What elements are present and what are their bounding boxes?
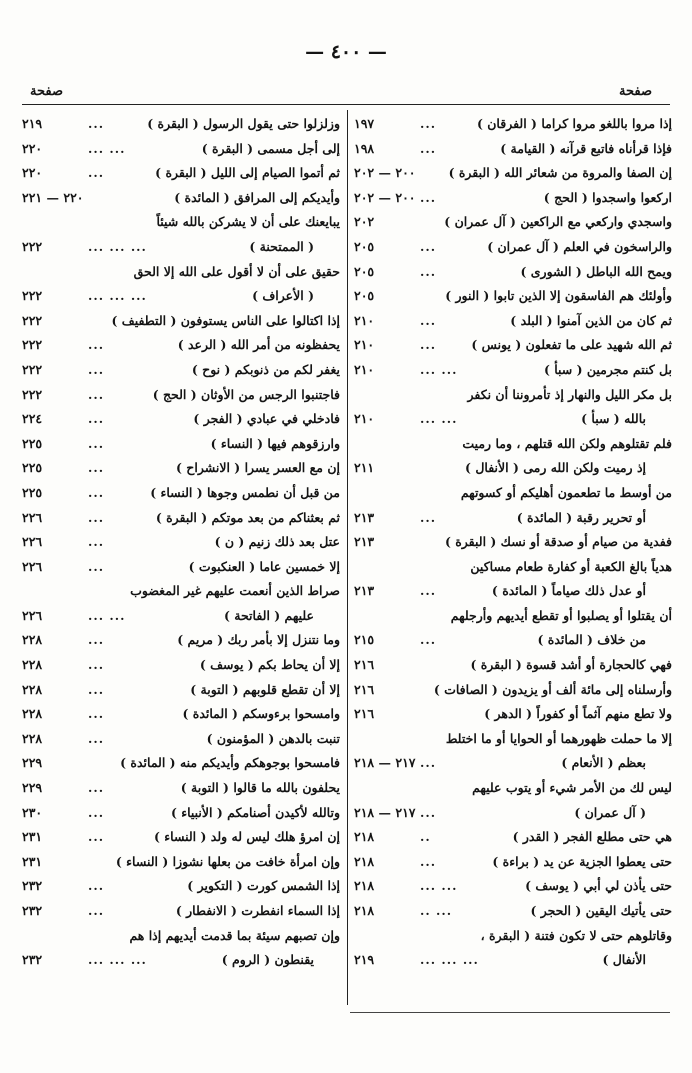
- entry-page-number: ٢٢٠ — ٢٢١: [22, 189, 84, 205]
- entry-text: إلا أن يحاط بكم ( يوسف ): [199, 657, 340, 673]
- index-entry: [22, 776, 340, 801]
- entry-text: إلا خمسين عاما ( العنكبوت ): [188, 558, 340, 574]
- entry-text: من أوسط ما تطعمون أهليكم أو كسوتهم: [460, 484, 672, 500]
- entry-text: إذا الشمس كورت ( التكوير ): [187, 878, 340, 894]
- index-entry: [354, 112, 672, 137]
- entry-text: يحفظونه من أمر الله ( الرعد ): [177, 337, 340, 353]
- entry-dots: ...: [88, 829, 105, 845]
- entry-page-number: ٢١٦: [354, 657, 375, 673]
- entry-dots: [416, 776, 424, 801]
- index-entry: [354, 653, 672, 678]
- entry-page-number: ٢٢٢: [22, 312, 43, 328]
- entry-dots: ...: [88, 730, 105, 746]
- entry-page-number: ٢٢٨: [22, 657, 43, 673]
- index-entry: [354, 432, 672, 457]
- entry-page-number: [354, 604, 416, 629]
- entry-dots: [416, 481, 424, 506]
- entry-text: ثم كان من الذين آمنوا ( البلد ): [510, 312, 672, 328]
- entry-dots: [416, 383, 424, 408]
- index-entry: [354, 702, 672, 727]
- entry-text: فامسحوا بوجوهكم وأيديكم منه ( المائدة ): [120, 755, 340, 771]
- index-entry: [354, 309, 672, 334]
- entry-text: ثم الله شهيد على ما تفعلون ( يونس ): [471, 337, 672, 353]
- entry-dots: [84, 186, 92, 211]
- entry-text: ( الأعراف ): [252, 288, 314, 304]
- entry-page-number: ٢٠٥: [354, 288, 375, 304]
- index-column-right: [354, 112, 672, 973]
- index-entry: [354, 751, 672, 776]
- entry-text: ليس لك من الأمر شيء أو يتوب عليهم: [472, 780, 672, 796]
- entry-dots: ...: [88, 386, 105, 402]
- entry-page-number: ٢١٦: [354, 706, 375, 722]
- entry-text: إذا السماء انفطرت ( الانفطار ): [175, 903, 340, 918]
- entry-text: يغفر لكم من ذنوبكم ( نوح ): [191, 361, 340, 377]
- index-entry: [22, 137, 340, 162]
- entry-page-number: ٢٢٨: [22, 706, 43, 722]
- entry-dots: ...: [420, 632, 437, 648]
- entry-dots: ...: [88, 534, 105, 550]
- entry-dots: ... ...: [420, 411, 458, 427]
- entry-page-number: ٢١٨: [354, 878, 375, 894]
- entry-page-number: ٢٢٥: [22, 435, 43, 451]
- entry-page-number: ٢٣٢: [22, 952, 43, 968]
- entry-page-number: ٢٢٢: [22, 337, 43, 353]
- entry-dots: [84, 850, 92, 875]
- entry-page-number: ٢٠٥: [354, 238, 375, 254]
- entry-text: إلا ما حملت ظهورهما أو الحوايا أو ما اختلط: [445, 730, 672, 746]
- entry-dots: ...: [420, 804, 437, 820]
- index-entry: [22, 161, 340, 186]
- index-entry: [354, 776, 672, 801]
- entry-dots: [416, 210, 424, 235]
- entry-dots: [416, 530, 424, 555]
- entry-dots: ... ...: [420, 361, 458, 377]
- index-entry: [354, 358, 672, 383]
- index-entry: [22, 948, 340, 973]
- entry-dots: [84, 751, 92, 776]
- entry-text: عليهم ( الفاتحة ): [224, 607, 314, 623]
- entry-text: فادخلي في عبادي ( الفجر ): [193, 411, 340, 427]
- index-entry: [354, 333, 672, 358]
- index-entry: [354, 678, 672, 703]
- entry-dots: ... ...: [88, 140, 126, 156]
- entry-page-number: ٢١٧ — ٢١٨: [354, 804, 416, 820]
- index-entry: [354, 186, 672, 211]
- entry-page-number: [354, 383, 416, 408]
- entry-page-number: [354, 481, 416, 506]
- index-entry: [354, 506, 672, 531]
- entry-dots: ... ...: [420, 878, 458, 894]
- entry-dots: ...: [420, 755, 437, 771]
- entry-text: إذا اكتالوا على الناس يستوفون ( التطفيف ): [111, 312, 340, 328]
- entry-text: واسجدي واركعي مع الراكعين ( آل عمران ): [444, 214, 672, 230]
- entry-page-number: [354, 727, 416, 752]
- entry-text: يحلفون بالله ما قالوا ( التوبة ): [180, 780, 340, 796]
- entry-text: وإن امرأة خافت من بعلها نشوزا ( النساء ): [115, 853, 340, 869]
- entry-page-number: ٢٢٦: [22, 558, 43, 574]
- entry-dots: ...: [88, 558, 105, 574]
- entry-dots: ...: [88, 116, 105, 131]
- index-entry: [22, 358, 340, 383]
- index-entry: [22, 825, 340, 850]
- entry-page-number: ٢٣١: [22, 853, 43, 869]
- entry-text: فإذا قرأناه فاتبع قرآنه ( القيامة ): [500, 140, 672, 156]
- entry-page-number: ٢١٥: [354, 632, 375, 648]
- entry-text: يبايعنك على أن لا يشركن بالله شيئاً: [156, 214, 340, 230]
- entry-page-number: ٢٢٠: [22, 165, 43, 181]
- index-entry: [354, 530, 672, 555]
- entry-text: يقنطون ( الروم ): [221, 952, 314, 968]
- index-entry: [22, 530, 340, 555]
- entry-dots: ...: [88, 681, 105, 697]
- entry-page-number: ٢٣٢: [22, 903, 43, 918]
- index-entry: [354, 579, 672, 604]
- entry-text: ( آل عمران ): [574, 804, 646, 820]
- entry-text: والراسخون في العلم ( آل عمران ): [487, 238, 672, 254]
- page-column-header-right: صفحة: [619, 84, 652, 99]
- entry-text: بالله ( سبأ ): [581, 411, 646, 427]
- entry-dots: [416, 727, 424, 752]
- entry-text: إلى أجل مسمى ( البقرة ): [201, 140, 340, 156]
- index-entry: [22, 383, 340, 408]
- entry-text: وقاتلوهم حتى لا تكون فتنة ( البقرة ،: [480, 927, 672, 943]
- header-rule: [22, 104, 670, 105]
- entry-dots: ...: [88, 878, 105, 894]
- index-entry: [22, 407, 340, 432]
- index-entry: [22, 579, 340, 604]
- entry-text: هي حتى مطلع الفجر ( القدر ): [512, 829, 672, 845]
- entry-page-number: ٢١١: [354, 460, 375, 476]
- entry-dots: ...: [88, 780, 105, 796]
- index-entry: [354, 260, 672, 285]
- entry-page-number: ٢١٠: [354, 411, 375, 427]
- entry-text: أو عدل ذلك صياماً ( المائدة ): [491, 583, 646, 599]
- entry-page-number: ٢٢٢: [22, 288, 43, 304]
- entry-text: الأنفال ): [602, 952, 646, 968]
- index-entry: [22, 874, 340, 899]
- entry-dots: ...: [88, 657, 105, 673]
- index-entry: [354, 481, 672, 506]
- entry-page-number: ٢١٨: [354, 853, 375, 869]
- entry-page-number: ٢٠٠ — ٢٠٢: [354, 165, 416, 181]
- column-divider: [347, 110, 348, 1005]
- index-entry: [22, 186, 340, 211]
- entry-page-number: ٢١٣: [354, 534, 375, 550]
- entry-page-number: ٢١٨: [354, 903, 375, 918]
- entry-page-number: ٢٣١: [22, 829, 43, 845]
- index-entry: [22, 727, 340, 752]
- entry-text: ولا تطع منهم آثماً أو كفوراً ( الدهر ): [484, 706, 672, 722]
- index-entry: [354, 948, 672, 973]
- entry-dots: ...: [420, 312, 437, 328]
- footer-rule: [350, 1012, 670, 1013]
- entry-page-number: ٢٢٦: [22, 607, 43, 623]
- entry-text: ( الممتحنة ): [249, 238, 314, 254]
- entry-dots: ...: [420, 509, 437, 525]
- entry-page-number: ٢١٠: [354, 361, 375, 377]
- index-entry: [22, 333, 340, 358]
- entry-text: حقيق على أن لا أقول على الله إلا الحق: [133, 263, 340, 279]
- entry-dots: ..: [420, 829, 431, 845]
- entry-dots: [416, 702, 424, 727]
- entry-text: إذ رميت ولكن الله رمى ( الأنفال ): [465, 460, 646, 476]
- index-column-left: [22, 112, 340, 973]
- index-entry: [354, 604, 672, 629]
- entry-dots: ... ... ...: [88, 952, 147, 968]
- index-entry: [22, 899, 340, 924]
- index-entry: [354, 801, 672, 826]
- entry-page-number: ٢٢٦: [22, 534, 43, 550]
- index-entry: [22, 235, 340, 260]
- index-entry: [22, 284, 340, 309]
- index-entry: [22, 260, 340, 285]
- entry-dots: [416, 161, 424, 186]
- entry-dots: [416, 432, 424, 457]
- entry-page-number: ٢٣٠: [22, 804, 43, 820]
- entry-dots: ...: [420, 337, 437, 353]
- entry-text: إن مع العسر يسرا ( الانشراح ): [176, 460, 340, 476]
- entry-text: فاجتنبوا الرجس من الأوثان ( الحج ): [152, 386, 340, 402]
- entry-page-number: ٢٢٨: [22, 632, 43, 648]
- index-entry: [22, 653, 340, 678]
- entry-text: ففدية من صيام أو صدقة أو نسك ( البقرة ): [444, 534, 672, 550]
- entry-page-number: ٢٢٢: [22, 238, 43, 254]
- entry-dots: ...: [420, 583, 437, 599]
- entry-page-number: ١٩٧: [354, 116, 375, 131]
- entry-page-number: [354, 555, 416, 580]
- index-entry: [22, 801, 340, 826]
- entry-page-number: ٢٢٨: [22, 681, 43, 697]
- entry-page-number: ٢٠٢: [354, 214, 375, 230]
- entry-text: حتى يأتيك اليقين ( الحجر ): [530, 903, 672, 918]
- entry-text: اركعوا واسجدوا ( الحج ): [543, 189, 672, 205]
- entry-page-number: ٢٢٢: [22, 361, 43, 377]
- entry-page-number: ١٩٨: [354, 140, 375, 156]
- entry-dots: [416, 555, 424, 580]
- entry-dots: [416, 456, 424, 481]
- index-entry: [354, 825, 672, 850]
- entry-page-number: ٢٣٢: [22, 878, 43, 894]
- index-entry: [354, 235, 672, 260]
- index-entry: [22, 481, 340, 506]
- entry-text: بعظم ( الأنعام ): [561, 755, 646, 771]
- entry-text: إلا أن تقطع قلوبهم ( التوبة ): [190, 681, 340, 697]
- entry-text: حتى يعطوا الجزية عن يد ( براءة ): [492, 853, 672, 869]
- entry-page-number: ٢١٩: [354, 952, 375, 968]
- entry-page-number: ٢٢٢: [22, 386, 43, 402]
- index-entry: [22, 604, 340, 629]
- entry-text: وتالله لأكيدن أصنامكم ( الأنبياء ): [170, 804, 340, 820]
- entry-dots: ...: [420, 140, 437, 156]
- index-entry: [354, 874, 672, 899]
- index-entry: [354, 727, 672, 752]
- entry-dots: [416, 678, 424, 703]
- entry-dots: ...: [88, 632, 105, 648]
- entry-dots: ... ...: [88, 607, 126, 623]
- entry-text: وزلزلوا حتى يقول الرسول ( البقرة ): [147, 116, 340, 131]
- index-entry: [354, 628, 672, 653]
- entry-text: إذا مروا باللغو مروا كراما ( الفرقان ): [476, 116, 672, 131]
- entry-text: هدياً بالغ الكعبة أو كفارة طعام مساكين: [470, 558, 672, 574]
- entry-text: ويمح الله الباطل ( الشورى ): [520, 263, 672, 279]
- entry-text: وأرسلناه إلى مائة ألف أو يزيدون ( الصافات ): [433, 681, 672, 697]
- index-entry: [354, 456, 672, 481]
- index-entry: [22, 112, 340, 137]
- index-entry: [354, 137, 672, 162]
- index-entry: [22, 628, 340, 653]
- entry-text: بل كنتم مجرمين ( سبأ ): [543, 361, 672, 377]
- entry-dots: ...: [88, 337, 105, 353]
- entry-dots: ...: [88, 460, 105, 476]
- entry-page-number: ٢١٩: [22, 116, 43, 131]
- entry-page-number: ٢٢٥: [22, 484, 43, 500]
- index-entry: [354, 555, 672, 580]
- entry-page-number: ٢١٧ — ٢١٨: [354, 755, 416, 771]
- index-entry: [22, 850, 340, 875]
- entry-text: عتل بعد ذلك زنيم ( ن ): [214, 534, 340, 550]
- entry-dots: ... ... ...: [88, 288, 147, 304]
- entry-text: وإن تصبهم سيئة بما قدمت أيديهم إذا هم: [129, 927, 340, 943]
- entry-page-number: [22, 579, 84, 604]
- index-entry: [22, 751, 340, 776]
- entry-text: بل مكر الليل والنهار إذ تأمروننا أن نكفر: [467, 386, 672, 402]
- index-entry: [22, 506, 340, 531]
- index-entry: [22, 432, 340, 457]
- entry-dots: ...: [420, 853, 437, 869]
- entry-dots: [416, 284, 424, 309]
- entry-text: وأيديكم إلى المرافق ( المائدة ): [174, 189, 340, 205]
- entry-dots: [84, 260, 92, 285]
- entry-dots: ...: [88, 165, 105, 181]
- entry-page-number: ٢١٣: [354, 509, 375, 525]
- entry-text: فهي كالحجارة أو أشد قسوة ( البقرة ): [470, 657, 672, 673]
- entry-page-number: [22, 924, 84, 949]
- entry-page-number: [354, 924, 416, 949]
- entry-dots: [84, 579, 92, 604]
- entry-dots: ...: [420, 116, 437, 131]
- entry-page-number: ٢١٠: [354, 312, 375, 328]
- entry-page-number: ٢٢٤: [22, 411, 43, 427]
- entry-dots: ... ... ...: [420, 952, 479, 968]
- page-column-header-left: صفحة: [30, 84, 63, 99]
- entry-dots: [84, 210, 92, 235]
- index-entry: [354, 407, 672, 432]
- entry-page-number: ٢١٦: [354, 681, 375, 697]
- index-entry: [22, 456, 340, 481]
- entry-dots: ... ... ...: [88, 238, 147, 254]
- index-entry: [354, 284, 672, 309]
- entry-page-number: [354, 432, 416, 457]
- index-entry: [354, 210, 672, 235]
- entry-page-number: ٢٢٦: [22, 509, 43, 525]
- entry-text: من قبل أن نطمس وجوها ( النساء ): [150, 484, 340, 500]
- entry-page-number: ٢٢٩: [22, 755, 43, 771]
- index-entry: [354, 899, 672, 924]
- index-entry: [354, 161, 672, 186]
- index-entry: [354, 383, 672, 408]
- entry-dots: [84, 924, 92, 949]
- entry-page-number: ٢٢٩: [22, 780, 43, 796]
- entry-page-number: ٢٠٥: [354, 263, 375, 279]
- entry-text: أن يقتلوا أو يصلبوا أو تقطع أيديهم وأرجلهم: [450, 607, 672, 623]
- page-number: — ٤٠٠ —: [305, 41, 387, 63]
- entry-text: فلم تقتلوهم ولكن الله قتلهم ، وما رميت: [462, 435, 672, 451]
- entry-dots: ... ..: [420, 903, 453, 918]
- entry-dots: ...: [420, 189, 437, 205]
- entry-dots: ...: [88, 804, 105, 820]
- entry-page-number: ٢٢٨: [22, 730, 43, 746]
- entry-page-number: [354, 776, 416, 801]
- entry-text: وما نتنزل إلا بأمر ربك ( مريم ): [177, 632, 340, 648]
- entry-dots: ...: [88, 435, 105, 451]
- entry-page-number: [22, 210, 84, 235]
- index-entry: [354, 850, 672, 875]
- entry-page-number: [22, 260, 84, 285]
- entry-dots: [416, 924, 424, 949]
- index-entry: [22, 555, 340, 580]
- entry-page-number: ٢٠٠ — ٢٠٢: [354, 189, 416, 205]
- entry-dots: [416, 653, 424, 678]
- entry-text: أو تحرير رقبة ( المائدة ): [516, 509, 646, 525]
- index-entry: [354, 924, 672, 949]
- entry-page-number: ٢١٠: [354, 337, 375, 353]
- index-entry: [22, 924, 340, 949]
- entry-page-number: ٢٢٠: [22, 140, 43, 156]
- entry-dots: ...: [420, 238, 437, 254]
- entry-dots: ...: [420, 263, 437, 279]
- entry-text: ثم بعثناكم من بعد موتكم ( البقرة ): [155, 509, 340, 525]
- entry-text: إن امرؤ هلك ليس له ولد ( النساء ): [154, 829, 340, 845]
- entry-page-number: ٢٢٥: [22, 460, 43, 476]
- index-entry: [22, 702, 340, 727]
- entry-page-number: ٢١٣: [354, 583, 375, 599]
- entry-text: صراط الذين أنعمت عليهم غير المغضوب: [130, 583, 340, 599]
- entry-text: إن الصفا والمروة من شعائر الله ( البقرة ): [448, 165, 672, 181]
- entry-dots: ...: [88, 509, 105, 525]
- entry-dots: ...: [88, 484, 105, 500]
- entry-text: وارزقوهم فيها ( النساء ): [210, 435, 340, 451]
- index-entry: [22, 678, 340, 703]
- entry-text: وأولئك هم الفاسقون إلا الذين تابوا ( النور ): [445, 288, 672, 304]
- entry-text: وامسحوا برءوسكم ( المائدة ): [182, 706, 340, 722]
- entry-text: من خلاف ( المائدة ): [537, 632, 646, 648]
- entry-page-number: ٢١٨: [354, 829, 375, 845]
- entry-dots: ...: [88, 706, 105, 722]
- entry-dots: [416, 604, 424, 629]
- index-entry: [22, 309, 340, 334]
- entry-text: حتى يأذن لي أبي ( يوسف ): [525, 878, 672, 894]
- entry-text: تنبت بالدهن ( المؤمنون ): [206, 730, 340, 746]
- entry-dots: ...: [88, 411, 105, 427]
- entry-dots: ...: [88, 903, 105, 918]
- entry-text: ثم أتموا الصيام إلى الليل ( البقرة ): [155, 165, 340, 181]
- entry-dots: [84, 309, 92, 334]
- entry-dots: ...: [88, 361, 105, 377]
- index-entry: [22, 210, 340, 235]
